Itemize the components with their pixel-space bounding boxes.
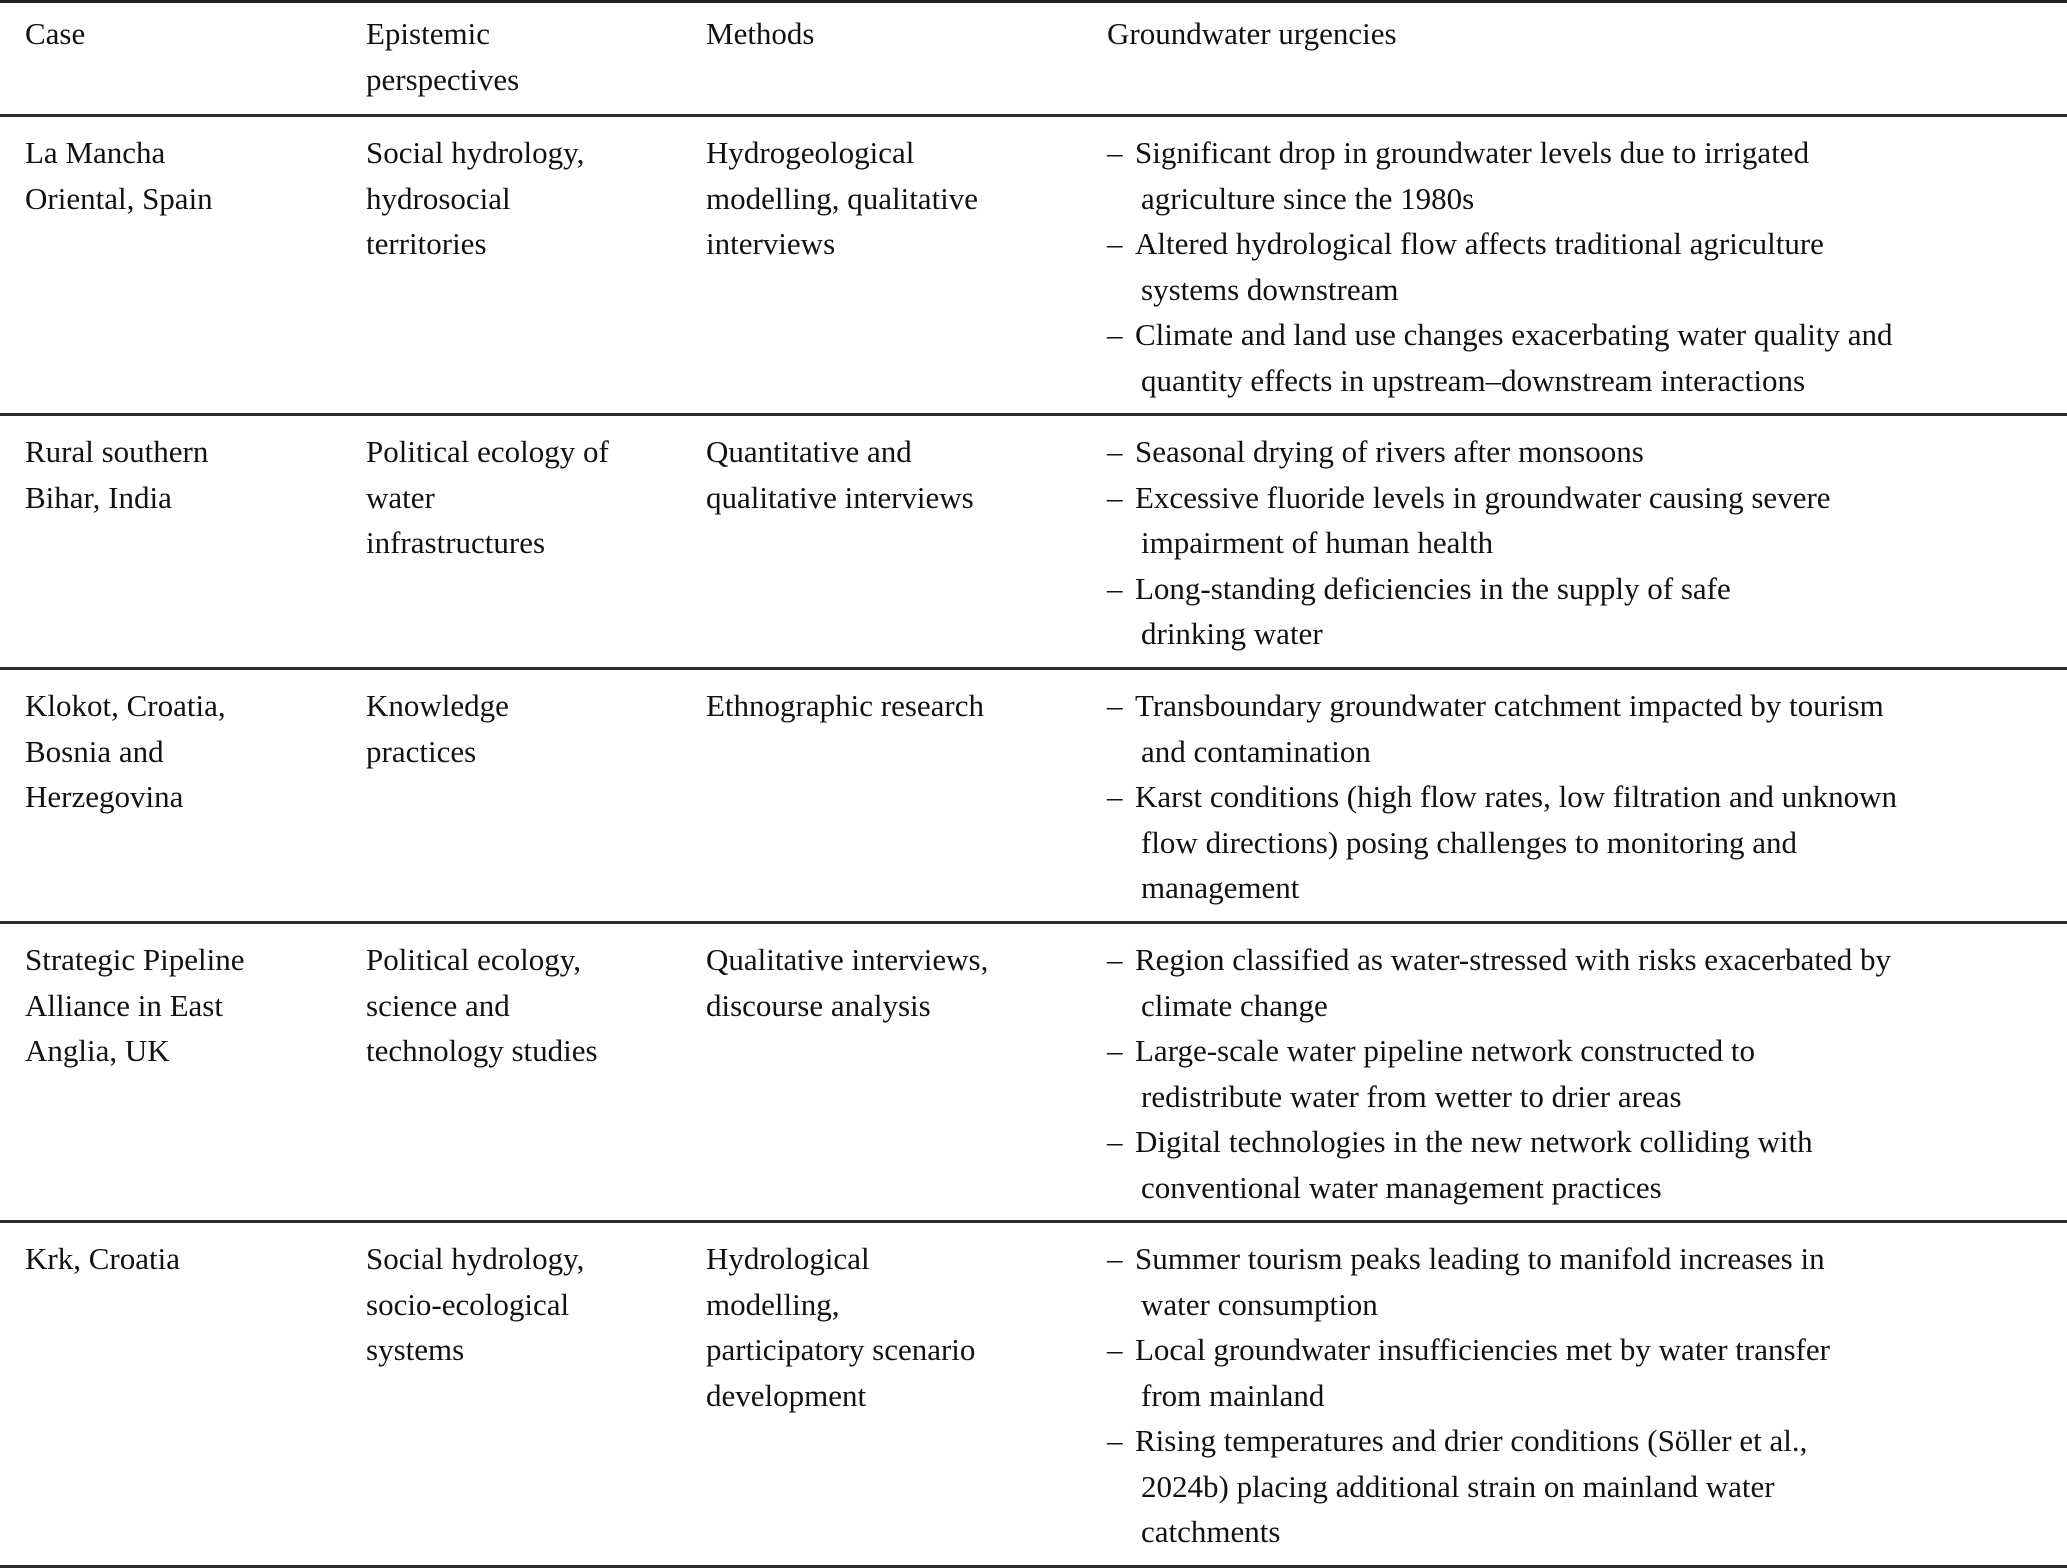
bullet-dash: – [1107,688,1123,723]
bullet-dash: – [1107,1033,1123,1068]
cell-epistemic-perspectives [366,1236,584,1373]
urgency-text: Climate and land use changes exacerbating water quality and [1135,317,1893,352]
urgency-list-item [1107,683,1897,774]
urgency-text: Seasonal drying of rivers after monsoons [1135,434,1644,469]
cell-line: Bihar, India [25,479,172,515]
urgency-text: Transboundary groundwater catchment impacted by tourism [1135,688,1884,723]
urgency-list-item [1107,475,1831,566]
cell-groundwater-urgencies [1107,1236,1830,1555]
cell-line: Case [25,16,86,51]
cell-line: Political ecology of [366,434,609,469]
urgency-text: Local groundwater insufficiencies met by water transfer [1135,1332,1830,1367]
table-body [0,117,2067,1568]
cell-line: Strategic Pipeline [25,942,245,977]
urgency-text: Significant drop in groundwater levels due to irrigated [1135,135,1810,170]
bullet-dash: – [1107,570,1123,606]
cell-line: Ethnographic research [706,688,985,723]
cell-line: Methods [706,16,815,51]
cell-line: interviews [706,226,836,261]
urgency-text: conventional water management practices [1141,1169,1662,1205]
cell-epistemic-perspectives [366,130,584,267]
urgency-text: management [1141,870,1300,905]
urgency-text: redistribute water from wetter to drier areas [1141,1078,1682,1114]
cell-line: development [706,1377,867,1413]
urgency-list-item [1107,937,1891,1028]
cell-line: Anglia, UK [25,1033,170,1068]
urgency-text: from mainland [1141,1377,1325,1413]
cell-case [25,937,245,1074]
cell-epistemic-perspectives [366,683,509,774]
table-row-la-mancha [0,117,2067,416]
urgency-text: 2024b) placing additional strain on mainland water [1141,1468,1775,1504]
cell-methods [706,937,988,1028]
urgency-text: Excessive fluoride levels in groundwater causing severe [1135,479,1831,515]
cell-line: La Mancha [25,135,166,170]
cell-line: Qualitative interviews, [706,942,989,977]
cell-line: participatory scenario [706,1332,976,1367]
cell-groundwater-urgencies [1107,937,1891,1210]
table-row-klokot [0,670,2067,924]
urgency-text: Region classified as water-stressed with risks exacerbated by [1135,942,1892,977]
cell-line: hydrosocial [366,180,511,216]
cell-line: Herzegovina [25,779,184,814]
cell-methods [706,429,974,520]
bullet-dash: – [1107,942,1123,977]
table-row-krk [0,1223,2067,1568]
bullet-dash: – [1107,434,1123,469]
table-row-bihar [0,416,2067,670]
cell-line: Bosnia and [25,733,164,769]
cell-line: practices [366,733,477,769]
cell-line: socio-ecological [366,1286,570,1322]
urgency-text: catchments [1141,1514,1281,1549]
cell-line: water [366,479,435,515]
urgency-text: Summer tourism peaks leading to manifold increases in [1135,1241,1825,1276]
urgency-text: impairment of human health [1141,525,1494,560]
header-epistemic-perspectives [366,11,519,102]
cell-line: discourse analysis [706,987,931,1023]
urgency-list-item [1107,221,1893,312]
bullet-dash: – [1107,135,1123,170]
cell-methods [706,1236,975,1418]
cell-epistemic-perspectives [366,937,598,1074]
urgency-list-item [1107,1119,1891,1210]
urgency-text: Rising temperatures and drier conditions (Söller et al., [1135,1423,1808,1458]
header-groundwater-urgencies [1107,11,1397,57]
bullet-dash: – [1107,1332,1123,1367]
urgency-text: water consumption [1141,1286,1378,1322]
urgency-list-item [1107,1236,1830,1327]
urgency-list-item [1107,429,1831,475]
cell-case [25,683,226,820]
urgency-list-item [1107,1418,1830,1555]
urgency-list-item [1107,1327,1830,1418]
cell-line: technology studies [366,1033,598,1068]
cell-line: science and [366,987,510,1023]
cell-line: modelling, [706,1286,840,1322]
cell-line: infrastructures [366,525,546,560]
bullet-dash: – [1107,317,1123,352]
cell-line: Social hydrology, [366,1241,585,1276]
bullet-dash: – [1107,779,1123,814]
urgency-list-item [1107,312,1893,403]
cell-line: perspectives [366,61,520,97]
urgency-text: systems downstream [1141,271,1399,307]
bullet-dash: – [1107,226,1123,261]
cell-case [25,130,213,221]
cell-line: Oriental, Spain [25,180,213,216]
bullet-dash: – [1107,1423,1123,1458]
table-row-east-anglia [0,924,2067,1223]
cell-line: Alliance in East [25,987,223,1023]
urgency-text: Digital technologies in the new network colliding with [1135,1124,1813,1159]
cell-line: Political ecology, [366,942,581,977]
cell-line: Epistemic [366,16,490,51]
header-methods [706,11,815,57]
urgency-text: Altered hydrological flow affects traditional agriculture [1135,226,1824,261]
urgency-list-item [1107,1028,1891,1119]
urgency-text: Large-scale water pipeline network constructed to [1135,1033,1756,1068]
urgency-text: climate change [1141,987,1328,1023]
cell-methods [706,683,984,729]
bullet-dash: – [1107,1241,1123,1276]
cell-case [25,1236,180,1282]
cell-line: Hydrological [706,1241,870,1276]
urgency-text: flow directions) posing challenges to monitoring and [1141,824,1798,860]
cell-line: Quantitative and [706,434,912,469]
cell-line: modelling, qualitative [706,180,979,216]
cell-groundwater-urgencies [1107,429,1831,657]
header-case [25,11,85,57]
urgency-text: drinking water [1141,616,1323,651]
urgency-list-item [1107,774,1897,911]
table-header-row [0,0,2067,117]
cell-line: Rural southern [25,434,209,469]
cell-line: Knowledge [366,688,509,723]
bullet-dash: – [1107,1124,1123,1159]
cell-line: systems [366,1332,465,1367]
urgency-text: agriculture since the 1980s [1141,180,1475,216]
bullet-dash: – [1107,479,1123,515]
cell-line: Social hydrology, [366,135,585,170]
cell-line: territories [366,226,487,261]
cell-case [25,429,208,520]
urgency-text: Karst conditions (high flow rates, low filtration and unknown [1135,779,1897,814]
urgency-text: and contamination [1141,733,1371,769]
urgency-list-item [1107,130,1893,221]
urgency-text: quantity effects in upstream–downstream interactions [1141,362,1806,398]
cell-line: Hydrogeological [706,135,915,170]
cell-groundwater-urgencies [1107,683,1897,911]
cell-line: Krk, Croatia [25,1241,180,1276]
cell-epistemic-perspectives [366,429,609,566]
cell-line: Groundwater urgencies [1107,16,1397,51]
cell-methods [706,130,978,267]
urgency-text: Long-standing deficiencies in the supply of safe [1135,570,1731,606]
urgency-list-item [1107,566,1831,657]
cell-line: Klokot, Croatia, [25,688,226,723]
cell-line: qualitative interviews [706,479,974,515]
cell-groundwater-urgencies [1107,130,1893,403]
